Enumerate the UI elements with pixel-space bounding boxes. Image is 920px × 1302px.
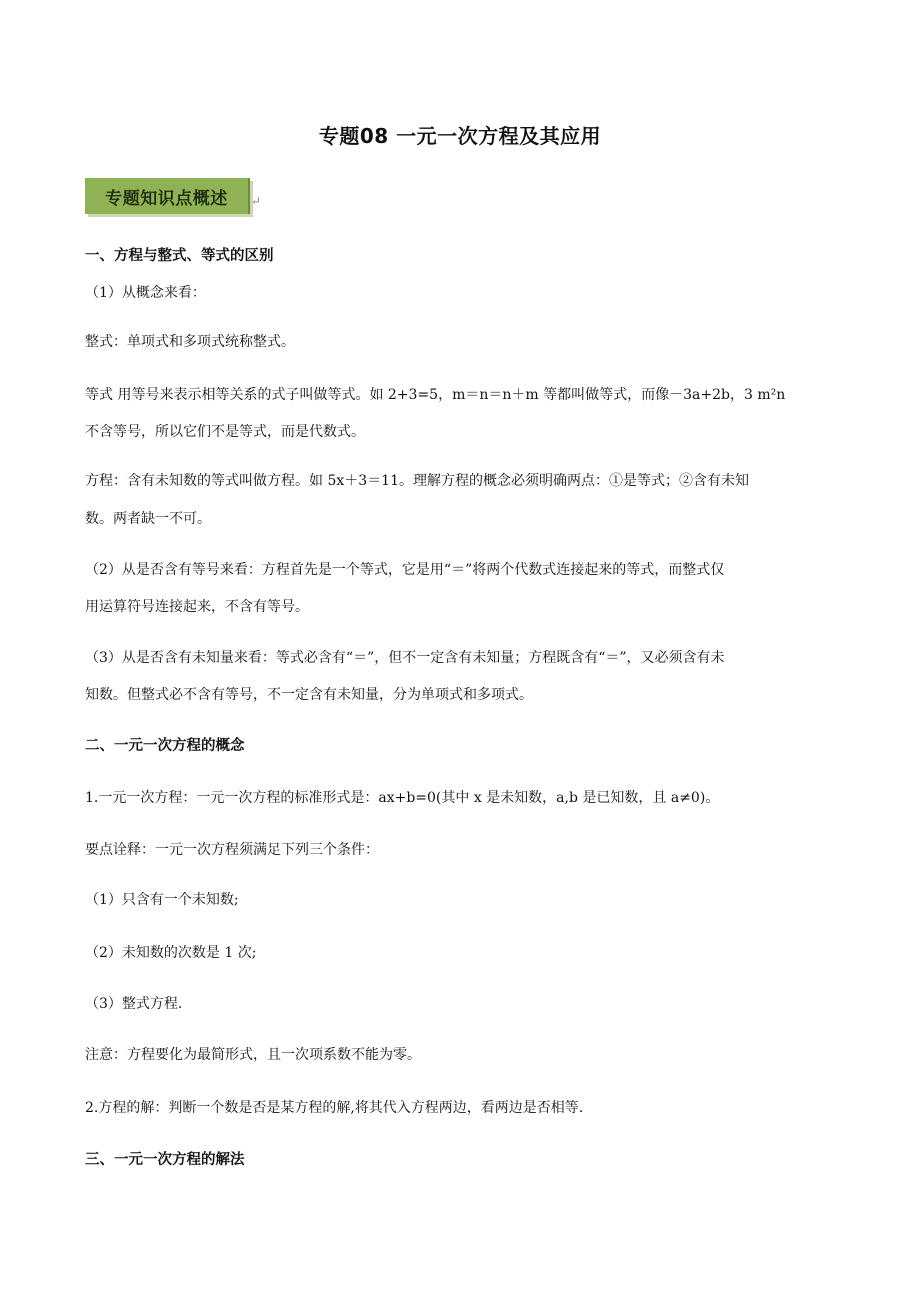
note: 注意：方程要化为最简形式，且一次项系数不能为零。 — [85, 1047, 421, 1063]
item-1-label: （1）从概念来看： — [85, 285, 206, 301]
section-heading-2: 二、一元一次方程的概念 — [85, 738, 245, 754]
equation-solution: 2.方程的解：判断一个数是否是某方程的解,将其代入方程两边，看两边是否相等. — [85, 1100, 584, 1116]
paragraph-mark-icon: ↵ — [250, 194, 261, 208]
dengshi-line-2: 不含等号，所以它们不是等式，而是代数式。 — [85, 424, 365, 440]
fangcheng-line-2: 数。两者缺一不可。 — [85, 511, 211, 527]
item-2-line-1: （2）从是否含有等号来看：方程首先是一个等式，它是用“＝”将两个代数式连接起来的等式，而整式仅 — [85, 562, 725, 578]
section-heading-1: 一、方程与整式、等式的区别 — [85, 248, 274, 264]
dengshi-line-1: 等式 用等号来表示相等关系的式子叫做等式。如 2+3=5，m＝n＝n＋m 等都叫做等式，而像－3a+2b，3 m²n — [85, 387, 786, 403]
condition-2: （2）未知数的次数是 1 次; — [85, 945, 257, 961]
linear-equation-definition: 1.一元一次方程：一元一次方程的标准形式是：ax+b=0(其中 x 是未知数，a,b 是已知数，且 a≠0)。 — [85, 790, 720, 806]
item-3-line-1: （3）从是否含有未知量来看：等式必含有“＝”，但不一定含有未知量；方程既含有“＝”，又必须含有未 — [85, 650, 725, 666]
condition-3: （3）整式方程. — [85, 996, 183, 1012]
page-title: 专题08 一元一次方程及其应用 — [318, 124, 602, 148]
zhengshi-definition: 整式：单项式和多项式统称整式。 — [85, 334, 295, 350]
section-badge — [85, 178, 261, 214]
item-3-line-2: 知数。但整式必不含有等号，不一定含有未知量，分为单项式和多项式。 — [85, 687, 533, 703]
item-2-line-2: 用运算符号连接起来，不含有等号。 — [85, 599, 309, 615]
condition-1: （1）只含有一个未知数; — [85, 892, 239, 908]
section-heading-3: 三、一元一次方程的解法 — [85, 1152, 245, 1168]
key-points-label: 要点诠释：一元一次方程须满足下列三个条件： — [85, 842, 379, 858]
badge-label: 专题知识点概述 — [105, 188, 228, 209]
fangcheng-line-1: 方程：含有未知数的等式叫做方程。如 5x＋3＝11。理解方程的概念必须明确两点：①是等式；②含有未知 — [85, 473, 749, 489]
badge-box — [85, 178, 261, 214]
